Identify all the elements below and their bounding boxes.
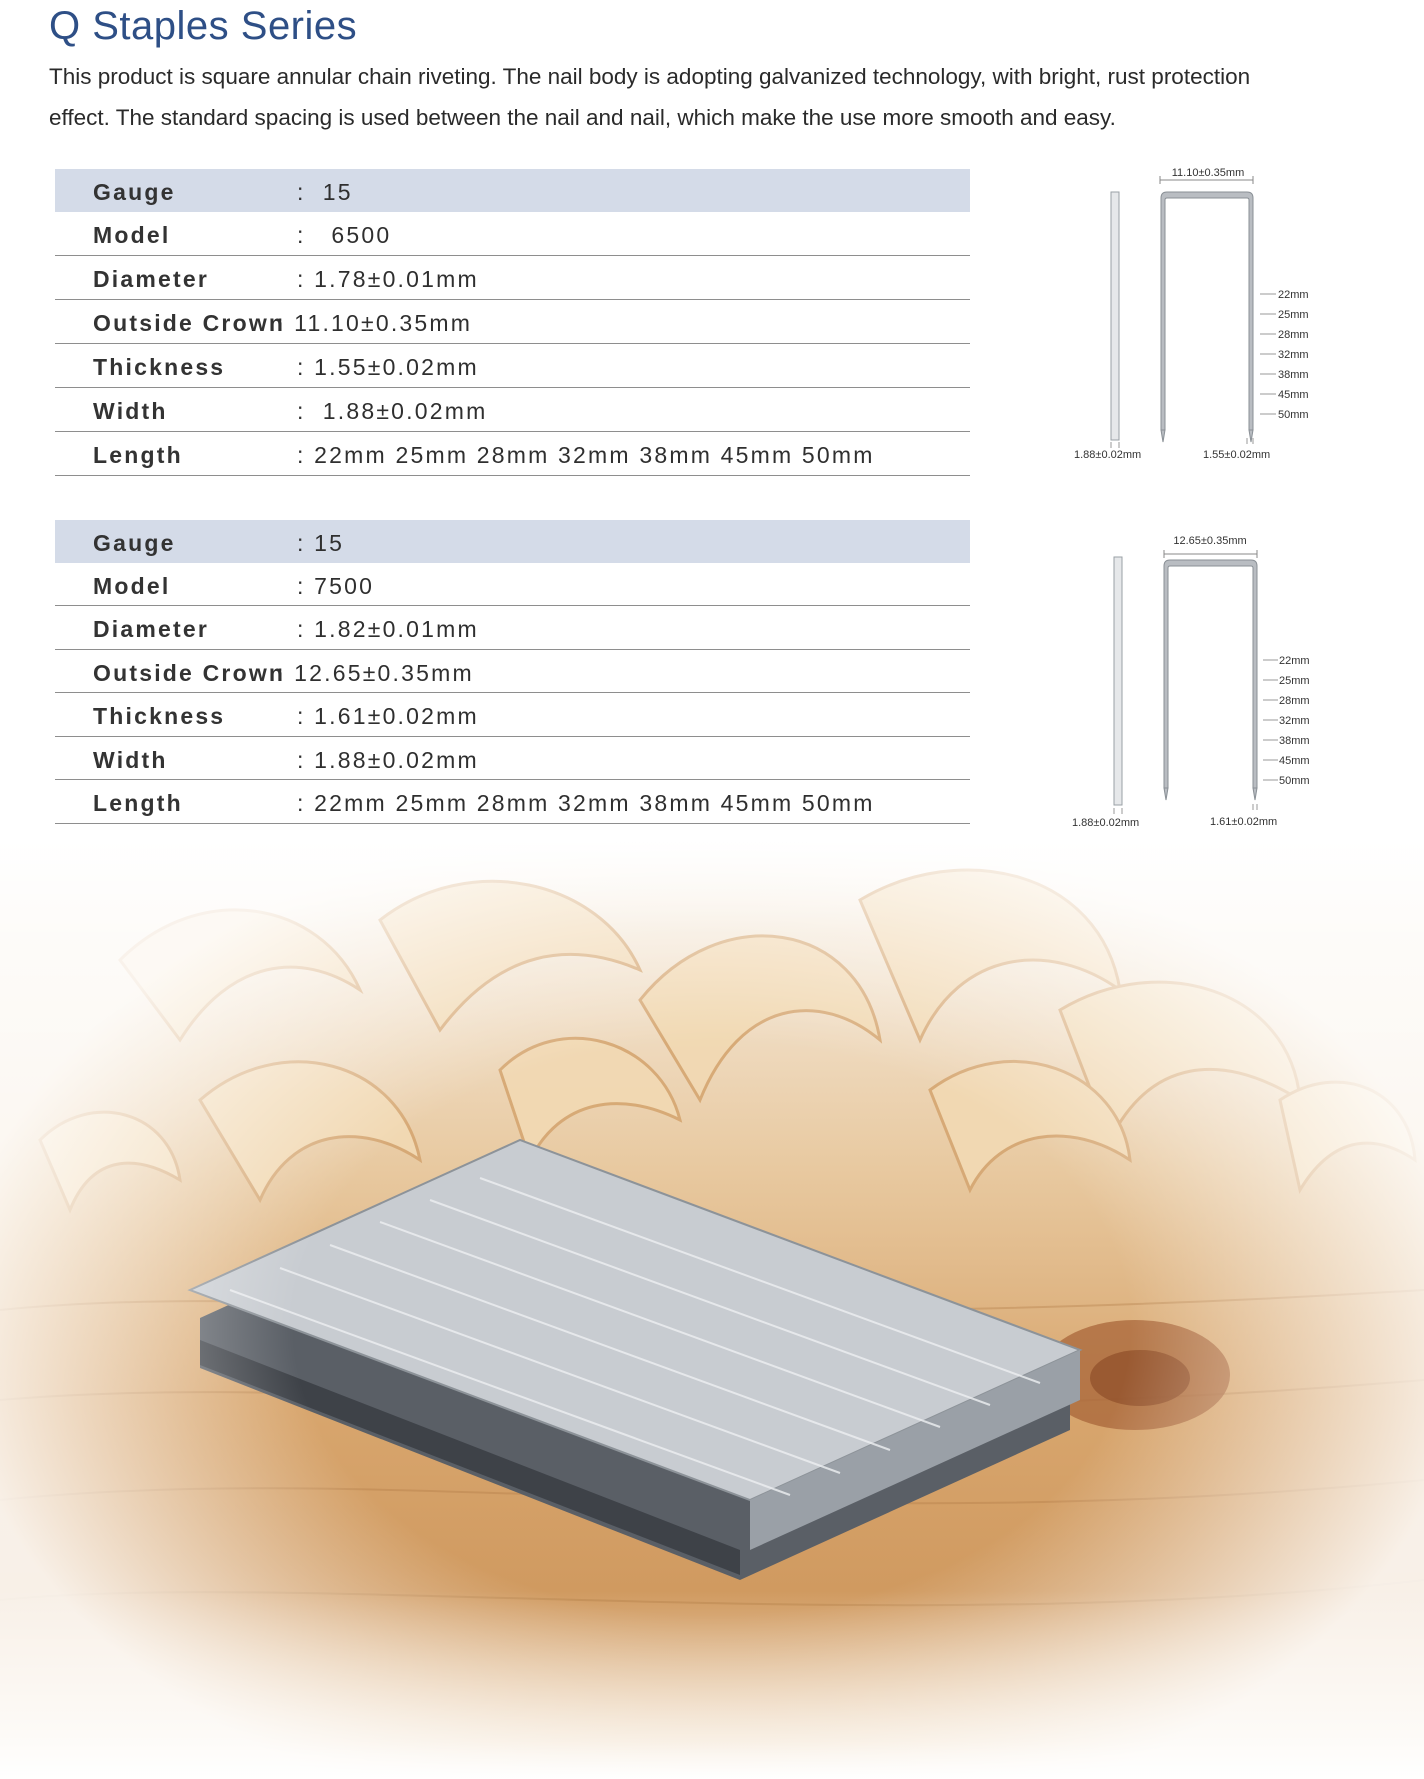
spec-value: : 1.78±0.01mm [297, 266, 479, 292]
length-label: 45mm [1279, 755, 1310, 767]
spec-row-outside-crown [55, 300, 970, 344]
spec-row-diameter [55, 606, 970, 650]
staple-diagram-7500 [1060, 526, 1350, 836]
spec-row-gauge [55, 520, 970, 563]
length-label: 50mm [1278, 409, 1309, 421]
spec-value: : 7500 [297, 572, 375, 599]
spec-value: : 12.65±0.35mm [277, 659, 474, 686]
length-label: 32mm [1279, 715, 1310, 727]
spec-value: : 22mm 25mm 28mm 32mm 38mm 45mm 50mm [297, 442, 875, 468]
length-label: 38mm [1278, 369, 1309, 381]
spec-label: Length [93, 442, 183, 468]
spec-row-thickness [55, 693, 970, 737]
spec-table-7500 [55, 520, 970, 824]
length-label: 25mm [1279, 675, 1310, 687]
thickness-dimension-label: 1.55±0.02mm [1203, 449, 1271, 461]
spec-row-length [55, 432, 970, 476]
spec-value: : 1.82±0.01mm [297, 616, 479, 642]
page-title: Q Staples Series [49, 4, 358, 48]
length-label: 22mm [1279, 655, 1310, 667]
spec-value: : 1.61±0.02mm [297, 703, 479, 729]
length-label: 38mm [1279, 735, 1310, 747]
spec-value: : 15 [297, 179, 353, 205]
spec-label: Diameter [93, 616, 210, 642]
spec-row-width [55, 388, 970, 432]
spec-row-length [55, 780, 970, 824]
spec-row-gauge [55, 169, 970, 212]
length-label: 32mm [1278, 349, 1309, 361]
spec-label: Thickness [93, 354, 226, 380]
spec-value: : 1.88±0.02mm [297, 398, 488, 424]
crown-dimension-label: 11.10±0.35mm [1171, 167, 1245, 179]
spec-label: Width [93, 398, 168, 424]
length-label: 50mm [1279, 775, 1310, 787]
length-label: 28mm [1278, 329, 1309, 341]
product-photo [0, 840, 1424, 1779]
crown-dimension-label: 12.65±0.35mm [1173, 535, 1247, 547]
spec-row-width [55, 737, 970, 781]
spec-value: : 6500 [297, 222, 392, 248]
length-label: 25mm [1278, 309, 1309, 321]
spec-value: : 22mm 25mm 28mm 32mm 38mm 45mm 50mm [297, 790, 875, 816]
spec-label: Thickness [93, 703, 226, 729]
spec-label: Model [93, 222, 171, 248]
spec-value: : 15 [297, 530, 345, 556]
spec-label: Outside Crown [93, 310, 286, 336]
length-label: 22mm [1278, 289, 1309, 301]
staple-diagram-6500 [1060, 158, 1350, 468]
length-label: 45mm [1278, 389, 1309, 401]
spec-label: Length [93, 790, 183, 816]
spec-row-thickness [55, 344, 970, 388]
spec-value: : 11.10±0.35mm [277, 310, 473, 336]
spec-label: Diameter [93, 266, 210, 292]
spec-label: Width [93, 746, 168, 773]
spec-row-model [55, 563, 970, 607]
thickness-dimension-label: 1.61±0.02mm [1210, 816, 1278, 828]
photo-vignette [0, 840, 1424, 1779]
spec-label: Gauge [93, 179, 176, 205]
spec-value: : 1.55±0.02mm [297, 354, 479, 380]
spec-row-outside-crown [55, 650, 970, 694]
length-label: 28mm [1279, 695, 1310, 707]
spec-label: Gauge [93, 530, 176, 556]
product-description: This product is square annular chain riveting. The nail body is adopting galvanized technology, with bright, rust protection effect. The standard spacing is used between the nail and nail, which make the use more smooth and easy. [49, 64, 1251, 130]
spec-row-diameter [55, 256, 970, 300]
width-dimension-label: 1.88±0.02mm [1072, 817, 1140, 829]
spec-value: : 1.88±0.02mm [297, 746, 479, 773]
spec-label: Model [93, 572, 171, 599]
width-dimension-label: 1.88±0.02mm [1074, 449, 1142, 461]
spec-label: Outside Crown [93, 659, 286, 686]
spec-table-6500 [55, 169, 970, 476]
spec-row-model [55, 212, 970, 256]
